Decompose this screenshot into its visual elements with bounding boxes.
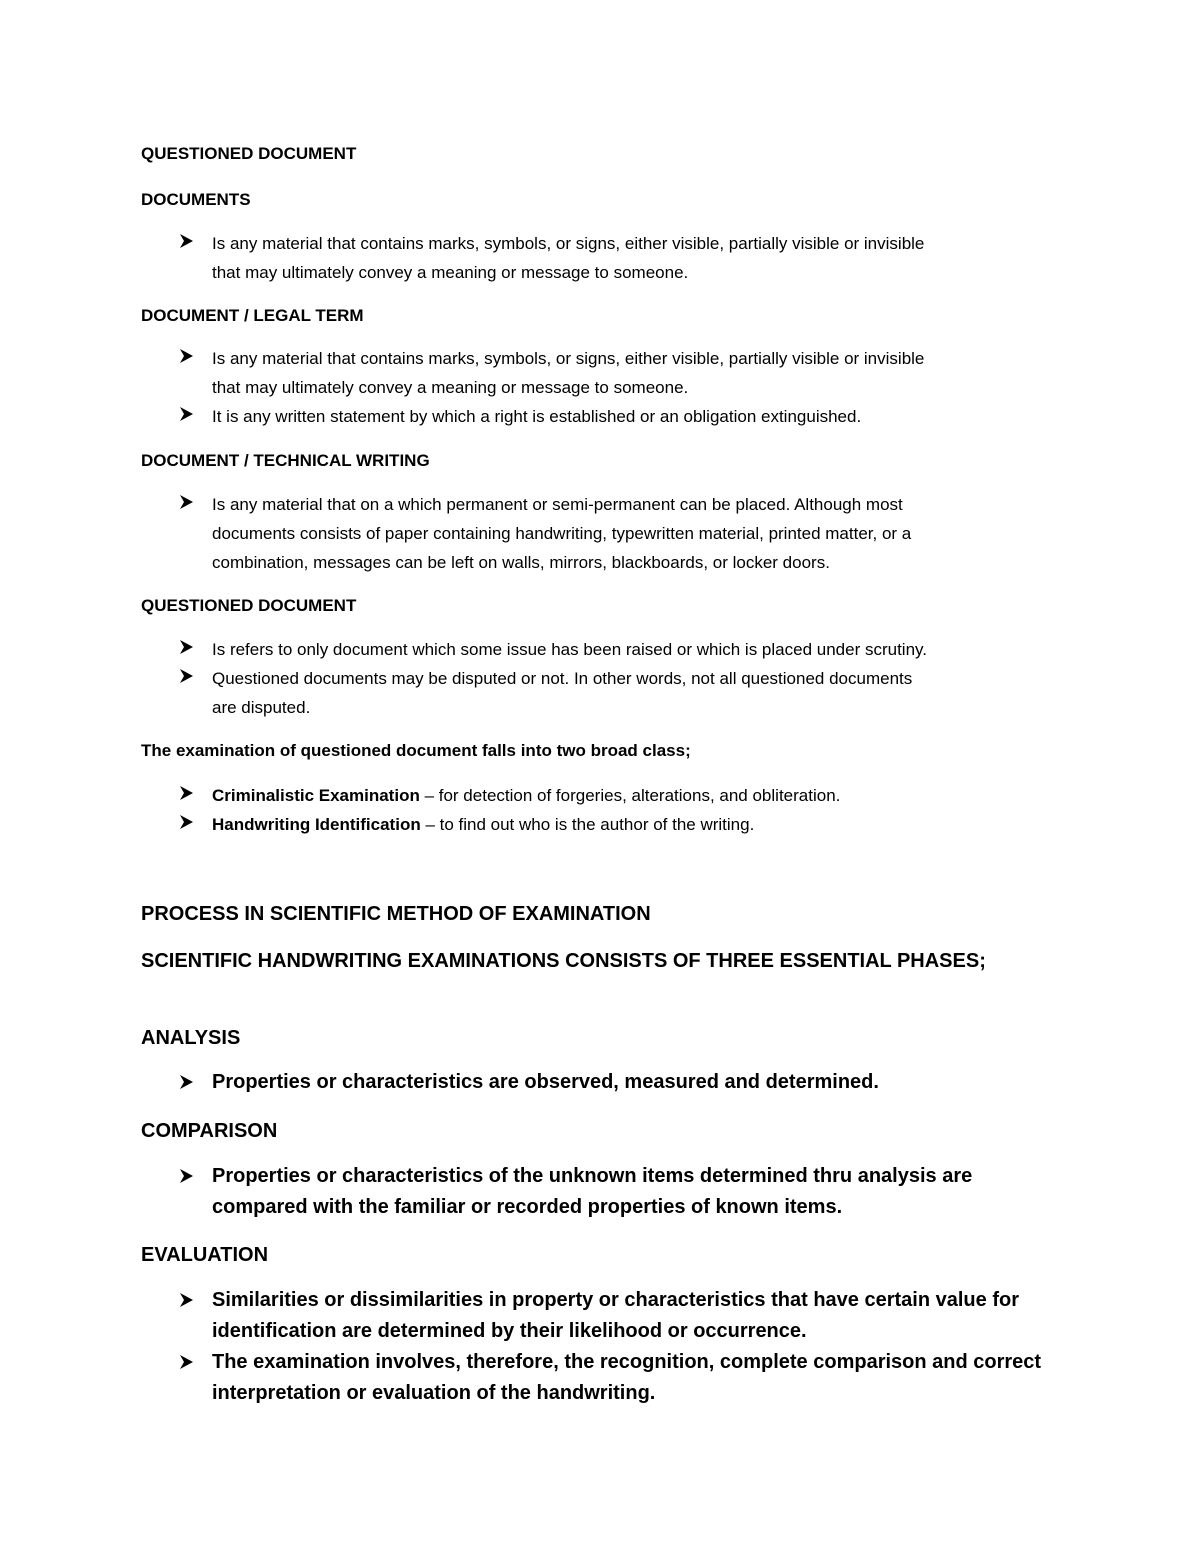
questioned-document-heading: QUESTIONED DOCUMENT: [141, 596, 357, 615]
arrow-bullet-icon: [178, 492, 196, 512]
arrow-bullet-icon: [178, 1352, 196, 1372]
arrow-bullet-icon: [178, 812, 196, 832]
technical-writing-heading: DOCUMENT / TECHNICAL WRITING: [141, 451, 430, 470]
arrow-bullet-icon: [178, 1072, 196, 1092]
examination-term: Criminalistic Examination: [212, 786, 420, 805]
arrow-bullet-icon: [178, 1290, 196, 1310]
evaluation-heading: EVALUATION: [141, 1244, 269, 1266]
arrow-bullet-icon: [178, 637, 196, 657]
examination-item-handwriting: [212, 810, 1072, 839]
arrow-bullet-icon: [178, 666, 196, 686]
comparison-heading: COMPARISON: [141, 1120, 278, 1142]
arrow-bullet-icon: [178, 231, 196, 251]
examination-desc: – to find out who is the author of the writing.: [420, 815, 755, 834]
arrow-bullet-icon: [178, 404, 196, 424]
technical-bullet-1: Is any material that on a which permanent or semi-permanent can be placed. Although most documents consists of paper containing handwriting, typewritten material, printed matter, or a combination, messages can be left on walls, mirrors, blackboards, or locker doors.: [212, 490, 1072, 577]
examination-term: Handwriting Identification: [212, 815, 421, 834]
examination-desc: – for detection of forgeries, alterations, and obliteration.: [419, 786, 841, 805]
process-heading: PROCESS IN SCIENTIFIC METHOD OF EXAMINATION: [141, 903, 651, 925]
analysis-bullet-1: Properties or characteristics are observed, measured and determined.: [212, 1067, 1072, 1098]
legal-bullet-1: Is any material that contains marks, symbols, or signs, either visible, partially visible or invisible that may ultimately convey a meaning or message to someone.: [212, 344, 1072, 402]
page-title: QUESTIONED DOCUMENT: [141, 144, 357, 163]
phases-heading: SCIENTIFIC HANDWRITING EXAMINATIONS CONSISTS OF THREE ESSENTIAL PHASES;: [141, 950, 986, 972]
documents-bullet-1: Is any material that contains marks, symbols, or signs, either visible, partially visible or invisible that may ultimately convey a meaning or message to someone.: [212, 229, 1072, 287]
legal-term-heading: DOCUMENT / LEGAL TERM: [141, 306, 364, 325]
analysis-heading: ANALYSIS: [141, 1027, 241, 1049]
arrow-bullet-icon: [178, 346, 196, 366]
arrow-bullet-icon: [178, 1166, 196, 1186]
legal-bullet-2: It is any written statement by which a right is established or an obligation extinguished.: [212, 402, 1072, 431]
examination-item-criminalistic: [212, 781, 1072, 810]
arrow-bullet-icon: [178, 783, 196, 803]
evaluation-bullet-1: Similarities or dissimilarities in property or characteristics that have certain value for identification are determined by their likelihood or occurrence.: [212, 1285, 1072, 1347]
evaluation-bullet-2: The examination involves, therefore, the recognition, complete comparison and correct interpretation or evaluation of the handwriting.: [212, 1347, 1072, 1409]
documents-heading: DOCUMENTS: [141, 190, 251, 209]
examination-intro: The examination of questioned document falls into two broad class;: [141, 741, 691, 760]
questioned-bullet-1: Is refers to only document which some issue has been raised or which is placed under scrutiny.: [212, 635, 1072, 664]
comparison-bullet-1: Properties or characteristics of the unknown items determined thru analysis are compared with the familiar or recorded properties of known items.: [212, 1161, 1072, 1223]
questioned-bullet-2: Questioned documents may be disputed or not. In other words, not all questioned documents are disputed.: [212, 664, 1072, 722]
